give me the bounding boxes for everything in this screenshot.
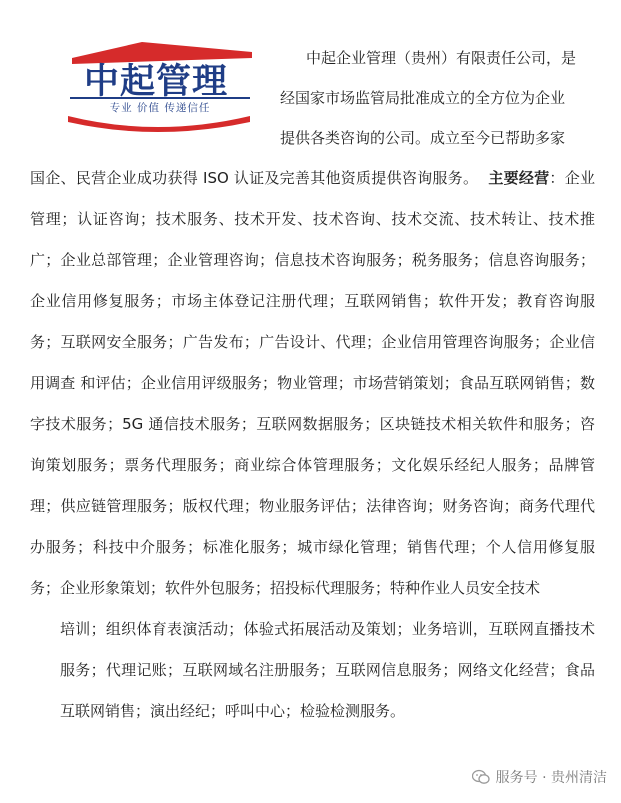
- business-scope: [30, 158, 595, 732]
- logo-title: 中起管理: [83, 62, 228, 102]
- scope-label: 主要经营: [488, 169, 550, 187]
- intro-line-2: 经国家市场监管局批准成立的全方位为企业: [280, 89, 566, 107]
- scope-paragraph: [30, 158, 595, 609]
- footer-label: 服务号 · 贵州清洁: [495, 770, 607, 786]
- wechat-footer[interactable]: [472, 767, 607, 787]
- company-logo: [62, 36, 257, 136]
- intro-line-1: 中起企业管理（贵州）有限责任公司，是: [306, 49, 577, 67]
- intro-line-4: 国企、民营企业成功获得 ISO 认证及完善其他资质提供咨询服务。: [30, 169, 479, 187]
- intro-paragraph: [280, 38, 600, 158]
- wechat-icon: [472, 769, 490, 785]
- scope-colon: ：: [549, 169, 565, 187]
- logo-slogan: 专业 价值 传递信任: [109, 102, 211, 114]
- scope-paragraph-2: 培训；组织体育表演活动；体验式拓展活动及策划；业务培训，互联网直播技术服务；代理记账；互联网域名注册服务；互联网信息服务；网络文化经营；食品互联网销售；演出经纪；呼叫中心；检验检测服务。: [60, 620, 595, 720]
- scope-text: 企业管理；认证咨询；技术服务、技术开发、技术咨询、技术交流、技术转让、技术推广；企业总部管理；企业管理咨询；信息技术咨询服务；税务服务；信息咨询服务；企业信用修复服务；市场主体登记注册代理；互联网销售；软件开发；教育咨询服务；互联网安全服务；广告发布；广告设计、代理；企业信用管理咨询服务；企业信用调查 和评估；企业信用评级服务；物业管理；市场营销策划；食品互联网销售；数字技术服务；5G 通信技术服务；互联网数据服务；区块链技术相关软件和服务；咨询策划服务；票务代理服务；商业综合体管理服务；文化娱乐经纪人服务；品牌管理；供应链管理服务；版权代理；物业服务评估；法律咨询；财务咨询；商务代理代办服务；科技中介服务；标准化服务；城市绿化管理；销售代理；个人信用修复服务；企业形象策划；软件外包服务；招投标代理服务；特种作业人员安全技术: [30, 169, 595, 597]
- intro-line-3: 提供各类咨询的公司。成立至今已帮助多家: [280, 129, 566, 147]
